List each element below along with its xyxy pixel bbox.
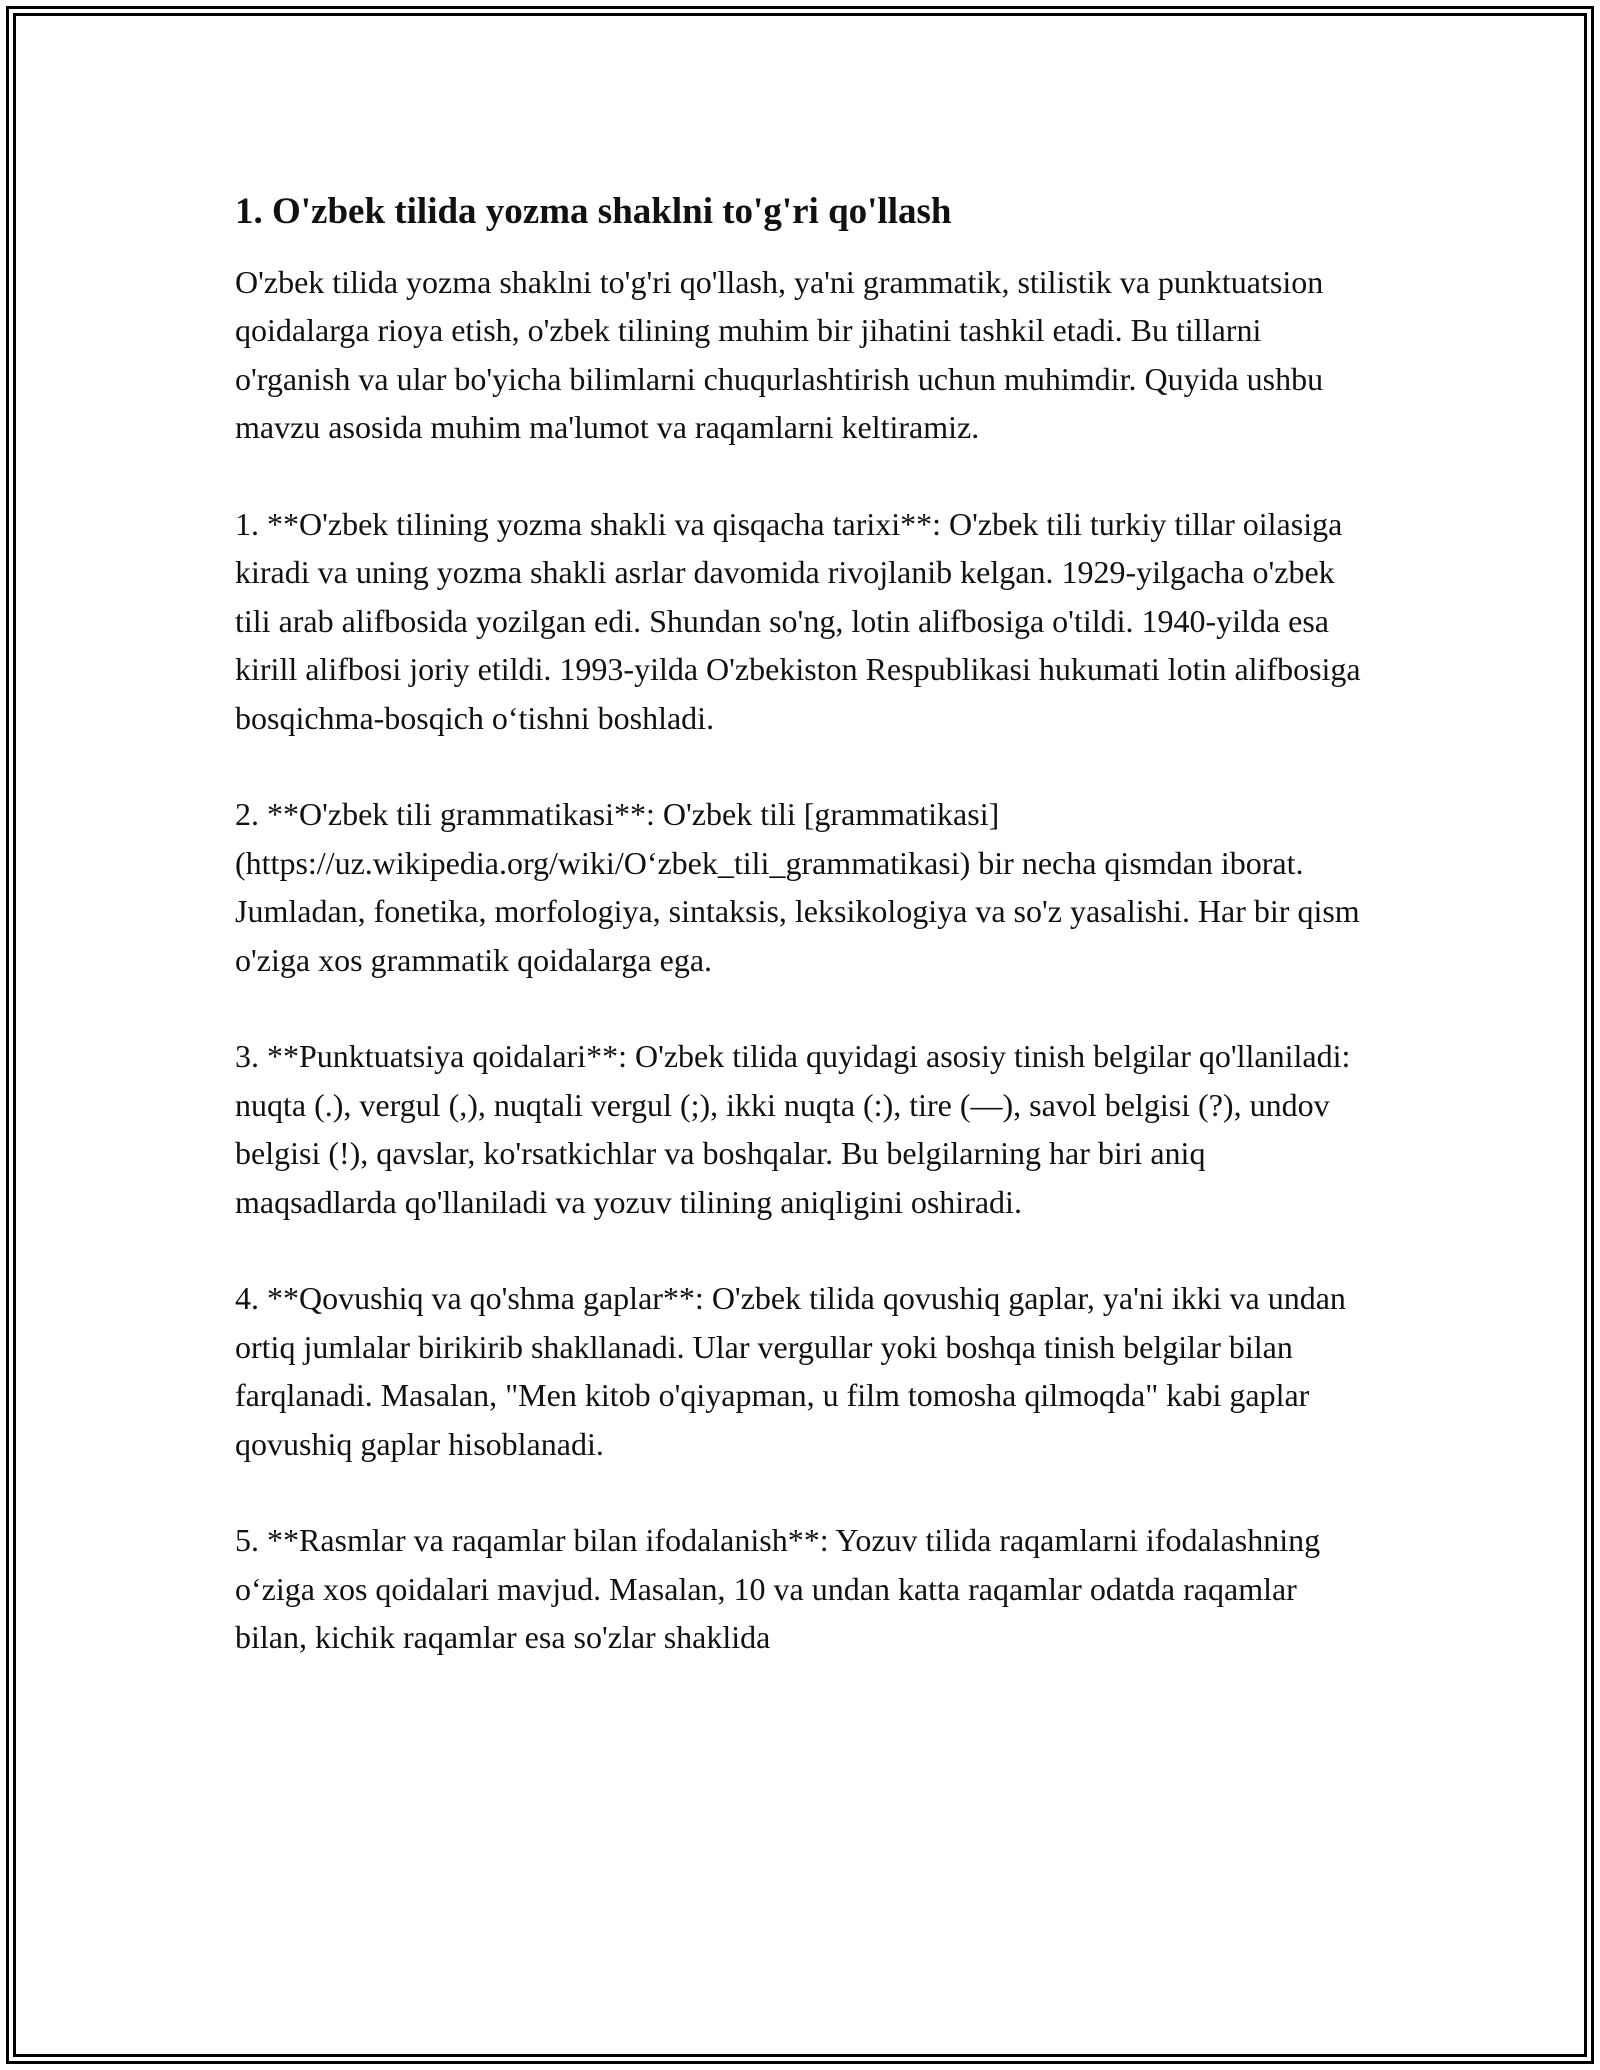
paragraph-history: 1. **O'zbek tilining yozma shakli va qisqacha tarixi**: O'zbek tili turkiy tillar oilasiga kiradi va uning yozma shakli asrlar davomida rivojlanib kelgan. 1929-yilgacha o'zbek tili arab alifbosida yozilgan edi. Shundan so'ng, lotin alifbosiga o'tildi. 1940-yilda esa kirill alifbosi joriy etildi. 1993-yilda O'zbekiston Respublikasi hukumati lotin alifbosiga bosqichma-bosqich o‘tishni boshladi.	[235, 506, 1361, 736]
intro-paragraph: O'zbek tilida yozma shaklni to'g'ri qo'llash, ya'ni grammatik, stilistik va punktuatsion qoidalarga rioya etish, o'zbek tilining muhim bir jihatini tashkil etadi. Bu tillarni o'rganish va ular bo'yicha bilimlarni chuqurlashtirish uchun muhimdir. Quyida ushbu mavzu asosida muhim ma'lumot va raqamlarni keltiramiz.	[235, 264, 1324, 446]
paragraph-punctuation: 3. **Punktuatsiya qoidalari**: O'zbek tilida quyidagi asosiy tinish belgilar qo'llaniladi: nuqta (.), vergul (,), nuqtali vergul (;), ikki nuqta (:), tire (—), savol belgisi (?), undov belgisi (!), qavslar, ko'rsatkichlar va boshqalar. Bu belgilarning har biri aniq maqsadlarda qo'llaniladi va yozuv tilining aniqligini oshiradi.	[235, 1038, 1351, 1220]
paragraph-compound-sentences: 4. **Qovushiq va qo'shma gaplar**: O'zbek tilida qovushiq gaplar, ya'ni ikki va undan ortiq jumlalar birikirib shakllanadi. Ular vergullar yoki boshqa tinish belgilar bilan farqlanadi. Masalan, "Men kitob o'qiyapman, u film tomosha qilmoqda" kabi gaplar qovushiq gaplar hisoblanadi.	[235, 1280, 1346, 1462]
document-body	[235, 188, 1375, 1710]
section-heading: 1. O'zbek tilida yozma shaklni to'g'ri qo'llash	[235, 191, 952, 232]
paragraph-numbers: 5. **Rasmlar va raqamlar bilan ifodalanish**: Yozuv tilida raqamlarni ifodalashning o‘ziga xos qoidalari mavjud. Masalan, 10 va undan katta raqamlar odatda raqamlar bilan, kichik raqamlar esa so'zlar shaklida	[235, 1522, 1321, 1656]
paragraph-grammar: 2. **O'zbek tili grammatikasi**: O'zbek tili [grammatikasi](https://uz.wikipedia.org/wiki/O‘zbek_tili_grammatikasi) bir necha qismdan iborat. Jumladan, fonetika, morfologiya, sintaksis, leksikologiya va so'z yasalishi. Har bir qism o'ziga xos grammatik qoidalarga ega.	[235, 796, 1360, 978]
